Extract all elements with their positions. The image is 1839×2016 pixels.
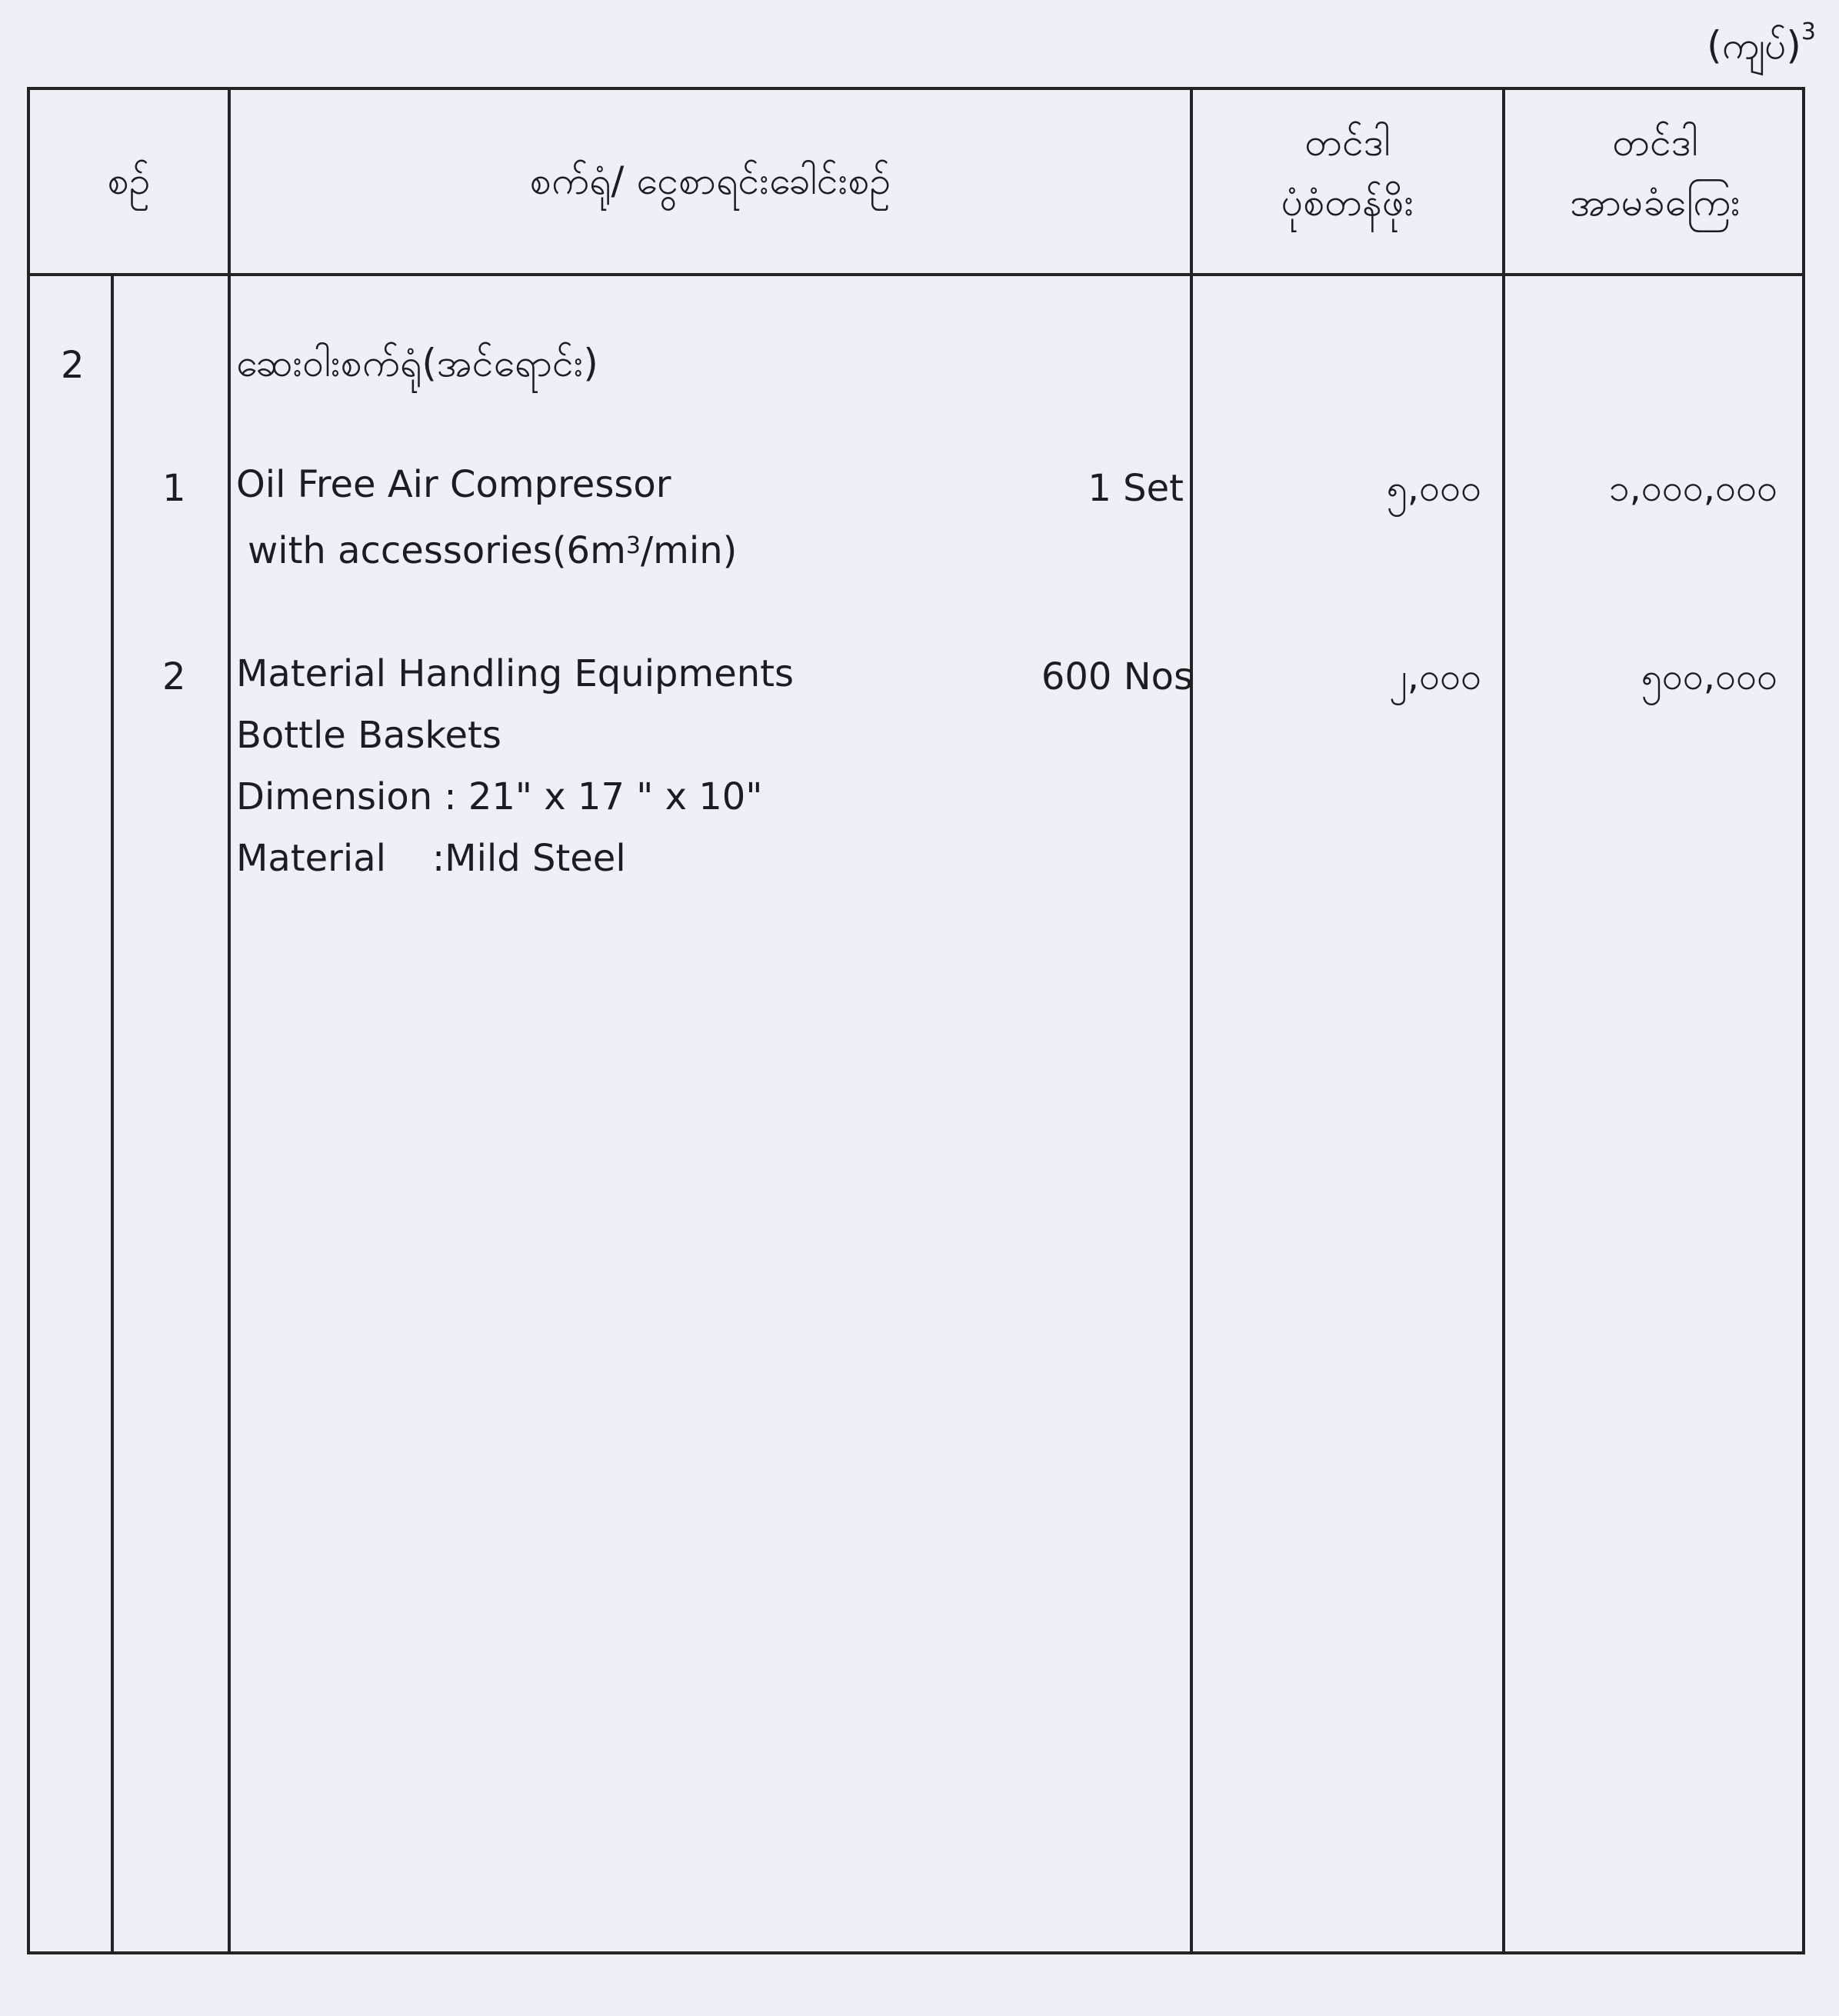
header-amount: တင်ဒါ အာမခံကြေး [1570,120,1741,225]
item-1-unit-price: ၅,၀၀၀ [1386,467,1481,510]
header-no: စဉ် [107,158,151,203]
section-title: ဆေးဝါးစက်ရုံ(အင်ရောင်း) [236,341,598,385]
currency-unit-label: (ကျပ်)$^3$ [1707,18,1816,68]
tender-table [27,87,1805,1954]
col-divider-price [1190,90,1193,1951]
item-1-quantity: 1 Set [1088,467,1184,510]
item-2-number: 2 [162,655,186,698]
header-description: စက်ရုံ/ ငွေစာရင်းခေါင်းစဉ် [529,158,891,203]
col-divider-subno [111,276,114,1951]
item-2-quantity: 600 Nos [1041,655,1193,698]
item-1-number: 1 [162,467,186,510]
col-divider-amount [1502,90,1505,1951]
header-unit-price: တင်ဒါ ပုံစံတန်ဖိုး [1281,120,1414,225]
item-2-amount: ၅၀၀,၀၀၀ [1641,655,1777,698]
item-2-description: Material Handling Equipments Bottle Baskets Dimension : 21" x 17 " x 10" Material :Mild Steel [236,652,795,880]
item-1-amount: ၁,၀၀၀,၀၀၀ [1608,467,1777,510]
col-divider-desc [228,90,231,1951]
item-1-description: Oil Free Air Compressor with $accessories(6m^3/\min)$ [236,463,738,572]
item-2-unit-price: ၂,၀၀၀ [1389,655,1481,698]
section-number: 2 [61,344,85,387]
header-divider [30,273,1802,276]
